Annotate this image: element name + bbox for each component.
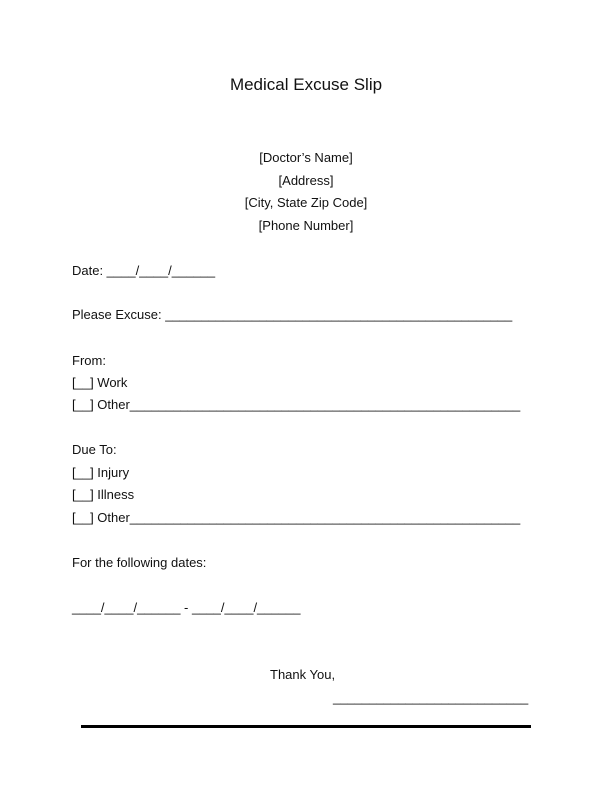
phone-number-placeholder: [Phone Number] (258, 218, 354, 233)
doctor-name-placeholder: [Doctor’s Name] (259, 150, 353, 165)
from-option-other: [__] Other______________________________________________________ (72, 397, 521, 412)
due-to-option-illness: [__] Illness (72, 487, 135, 502)
from-label: From: (72, 353, 106, 368)
following-dates-label: For the following dates: (72, 555, 207, 570)
due-to-option-other: [__] Other______________________________________________________ (72, 510, 521, 525)
document-title: Medical Excuse Slip (229, 75, 383, 94)
due-to-label: Due To: (72, 442, 117, 457)
from-option-work: [__] Work (72, 375, 128, 390)
date-field-line: Date: ____/____/______ (72, 263, 216, 278)
date-range-field-line: ____/____/______ - ____/____/______ (72, 600, 301, 615)
signature-line: ___________________________ (333, 690, 529, 705)
thank-you-closing: Thank You, (270, 667, 336, 682)
address-placeholder: [Address] (278, 173, 334, 188)
due-to-option-injury: [__] Injury (72, 465, 130, 480)
city-state-zip-placeholder: [City, State Zip Code] (244, 195, 368, 210)
please-excuse-field-line: Please Excuse: ________________________________________________ (72, 307, 513, 322)
bottom-divider (81, 725, 531, 728)
